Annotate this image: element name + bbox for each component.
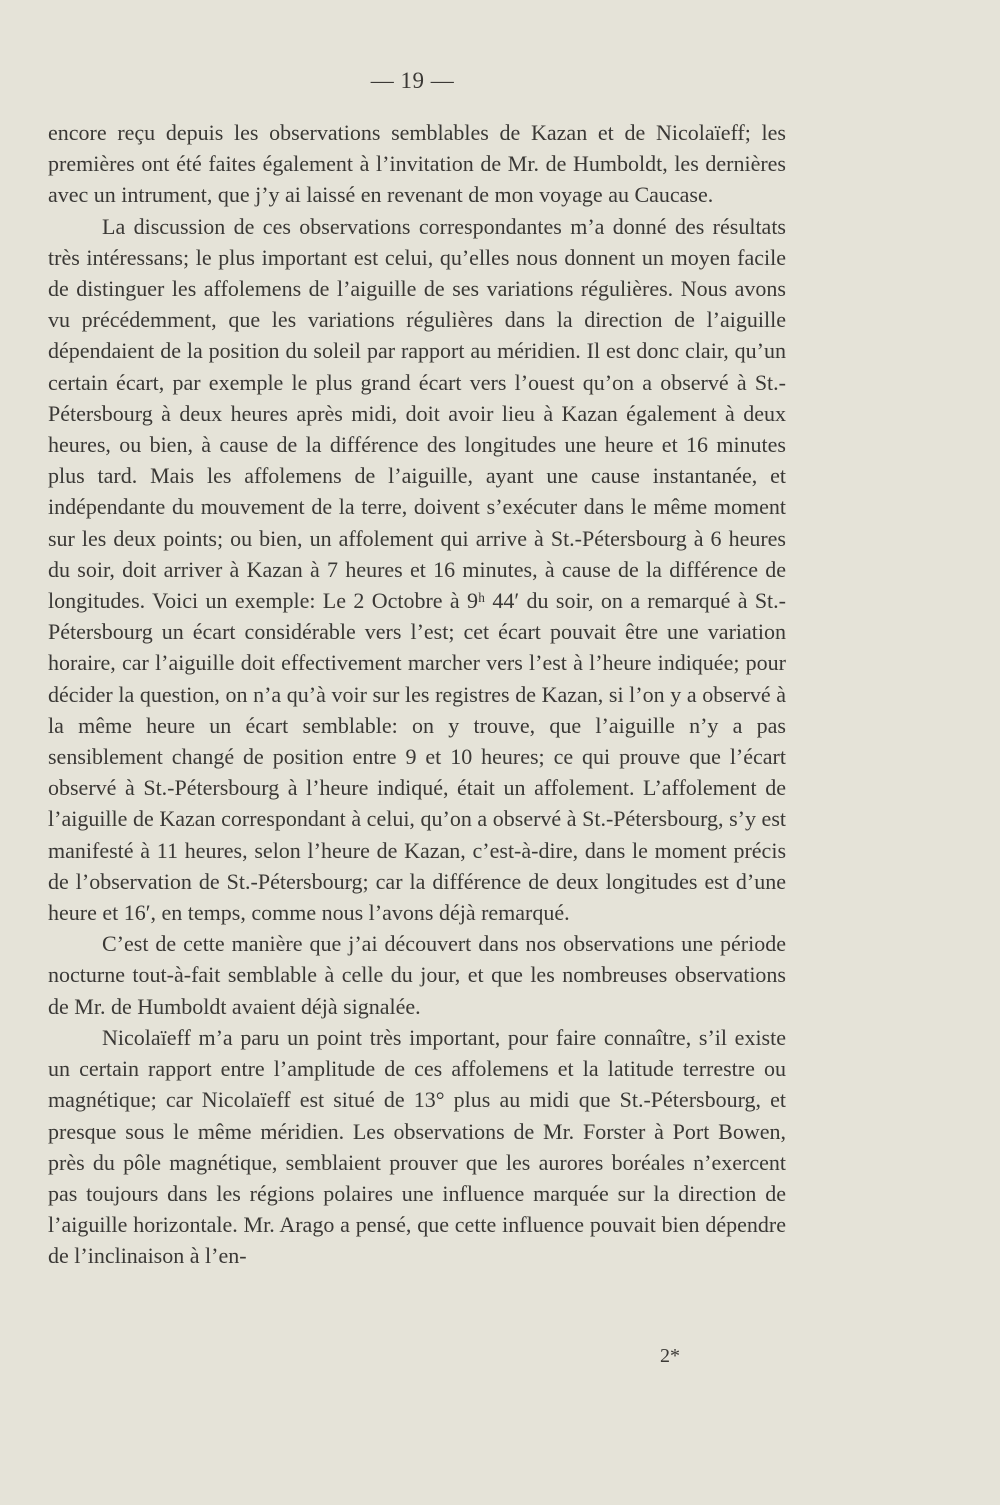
body-text [48, 117, 786, 1272]
paragraph-2: La discussion de ces observations correspondantes m’a donné des résultats très intéressans; le plus important est celui, qu’elles nous donnent un moyen facile de distinguer les affolemens de l’aiguille de ses variations régulières. Nous avons vu précédemment, que les variations régulières dans la direction de l’aiguille dépendaient de la position du soleil par rapport au méridien. Il est donc clair, qu’un certain écart, par exemple le plus grand écart vers l’ouest qu’on a observé à St.-Pétersbourg à deux heures après midi, doit avoir lieu à Kazan également à deux heures, ou bien, à cause de la différence des longitudes une heure et 16 minutes plus tard. Mais les affolemens de l’aiguille, ayant une cause instantanée, et indépendante du mouvement de la terre, doivent s’exécuter dans le même moment sur les deux points; ou bien, un affolement qui arrive à St.-Pétersbourg à 6 heures du soir, doit arriver à Kazan à 7 heures et 16 minutes, à cause de la différence de longitudes. Voici un exemple: Le 2 Octobre à 9ʰ 44′ du soir, on a remarqué à St.-Pétersbourg un écart considérable vers l’est; cet écart pouvait être une variation horaire, car l’aiguille doit effectivement marcher vers l’est à l’heure indiquée; pour décider la question, on n’a qu’à voir sur les registres de Kazan, si l’on y a observé à la même heure un écart semblable: on y trouve, que l’aiguille n’y a pas sensiblement changé de position entre 9 et 10 heures; ce qui prouve que l’écart observé à St.-Pétersbourg à l’heure indiqué, était un affolement. L’affolement de l’aiguille de Kazan correspondant à celui, qu’on a observé à St.-Pétersbourg, s’y est manifesté à 11 heures, selon l’heure de Kazan, c’est-à-dire, dans le moment précis de l’observation de St.-Pétersbourg; car la différence de deux longitudes est d’une heure et 16′, en temps, comme nous l’avons déjà remarqué. [48, 213, 786, 926]
signature-mark: 2* [660, 1345, 680, 1367]
paragraph-4: Nicolaïeff m’a paru un point très important, pour faire connaître, s’il existe un certain rapport entre l’amplitude de ces affolemens et la latitude terrestre ou magnétique; car Nicolaïeff est situé de 13° plus au midi que St.-Pétersbourg, et presque sous le même méridien. Les observations de Mr. Forster à Port Bowen, près du pôle magnétique, semblaient prouver que les aurores boréales n’exercent pas toujours dans les régions polaires une influence marquée sur la direction de l’aiguille horizontale. Mr. Arago a pensé, que cette influence pouvait bien dépendre de l’inclinaison à l’en- [48, 1024, 786, 1269]
paragraph-1: encore reçu depuis les observations semblables de Kazan et de Nicolaïeff; les premières ont été faites également à l’invitation de Mr. de Humboldt, les dernières avec un intrument, que j’y ai laissé en revenant de mon voyage au Caucase. [48, 120, 786, 208]
page-number: — 19 — [370, 68, 455, 93]
paragraph-3: C’est de cette manière que j’ai découvert dans nos observations une période nocturne tout-à-fait semblable à celle du jour, et que les nombreuses observations de Mr. de Humboldt avaient déjà signalée. [48, 931, 786, 1019]
